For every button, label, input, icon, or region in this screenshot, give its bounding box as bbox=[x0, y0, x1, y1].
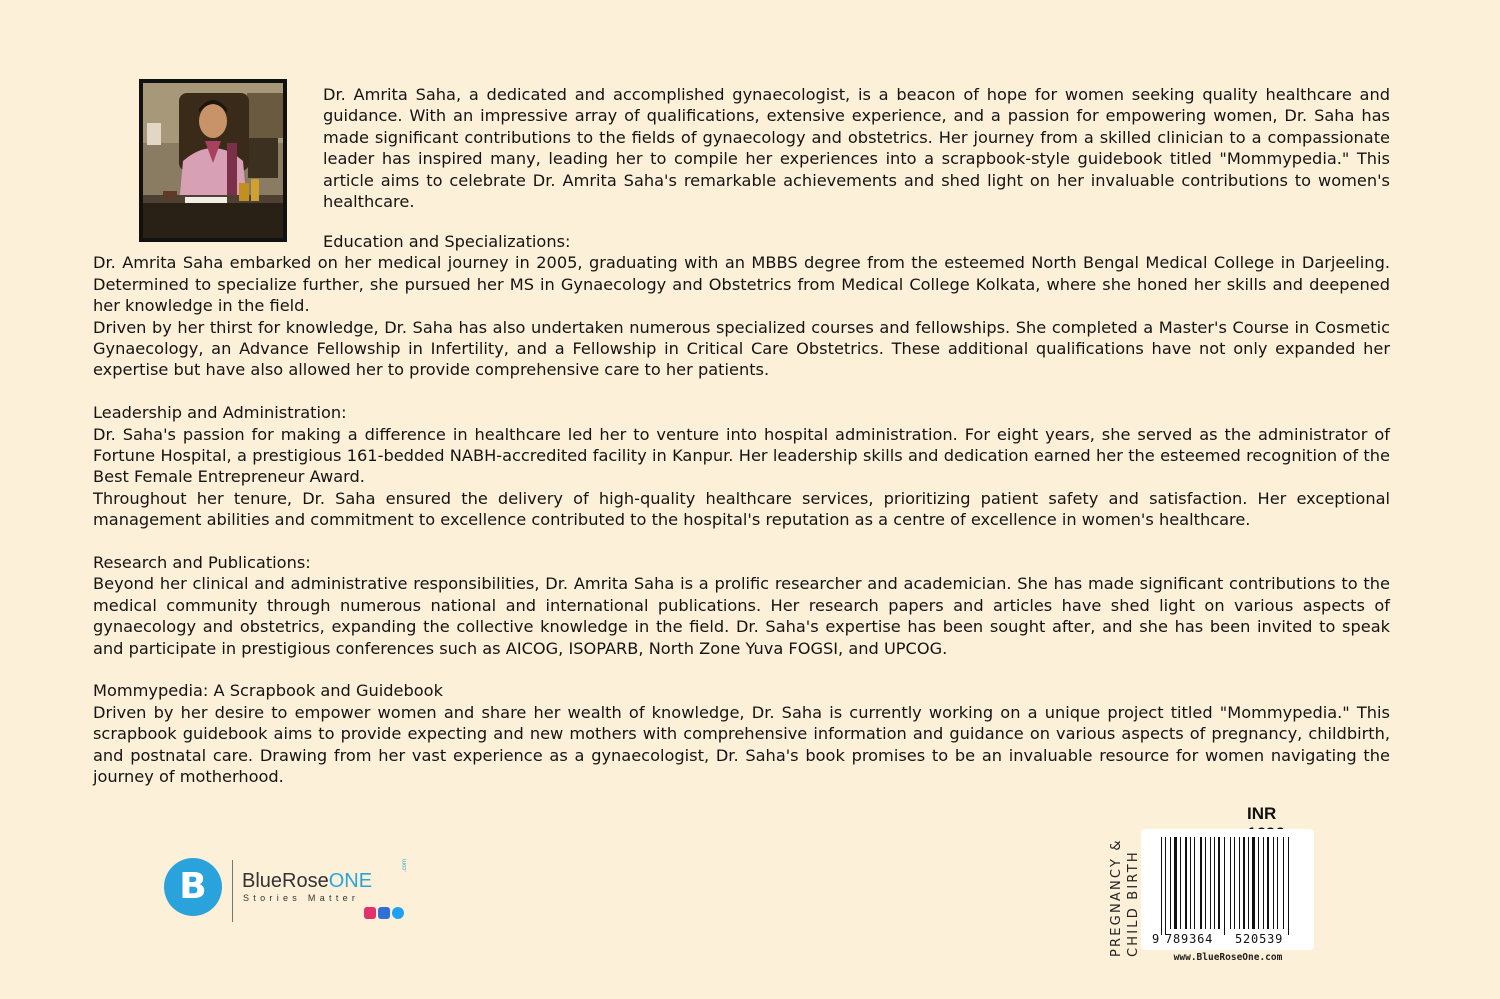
publisher-name-main: BlueRose bbox=[242, 870, 329, 892]
section-heading-leadership: Leadership and Administration: bbox=[93, 403, 347, 423]
barcode-bar bbox=[1200, 837, 1202, 929]
logo-letter: B bbox=[179, 866, 207, 907]
website-url: www.BlueRoseOne.com bbox=[1173, 952, 1283, 963]
isbn-group-2: 520539 bbox=[1235, 932, 1284, 946]
paragraph-gap bbox=[93, 531, 1390, 552]
barcode-bars bbox=[1161, 837, 1289, 935]
facebook-icon bbox=[378, 907, 390, 919]
barcode-bar bbox=[1273, 837, 1274, 929]
barcode-bar bbox=[1190, 837, 1191, 929]
publisher-name bbox=[242, 870, 372, 893]
section-heading-mommypedia: Mommypedia: A Scrapbook and Guidebook bbox=[93, 681, 443, 701]
section-heading-research: Research and Publications: bbox=[93, 553, 311, 573]
publisher-domain-suffix: .com bbox=[402, 858, 408, 872]
isbn-group-1: 789364 bbox=[1165, 932, 1214, 946]
barcode-bar bbox=[1252, 837, 1255, 929]
barcode-bar bbox=[1194, 837, 1195, 929]
barcode-bar bbox=[1210, 837, 1211, 929]
paragraph-gap bbox=[93, 381, 1390, 402]
publisher-name-accent: ONE bbox=[328, 870, 373, 892]
isbn-lead-digit: 9 bbox=[1152, 932, 1160, 946]
research-paragraph-1: Beyond her clinical and administrative responsibilities, Dr. Amrita Saha is a prolific researcher and academician. She has made significant contributions to the medical community through numerous national and international publications. Her research papers and articles have shed light on various aspects of gynaecology and obstetrics, expanding the collective knowledge in the field. Dr. Saha's expertise has been sought after, and she has been invited to speak and participate in prestigious conferences such as AICOG, ISOPARB, North Zone Yuva FOGSI, and UPCOG. bbox=[93, 574, 1390, 658]
social-icons bbox=[364, 907, 404, 919]
education-paragraph-1: Dr. Amrita Saha embarked on her medical journey in 2005, graduating with an MBBS degree from the esteemed North Bengal Medical College in Darjeeling. Determined to specialize further, she pursued her MS in Gynaecology and Obstetrics from Medical College Kolkata, where she honed her skills and deepened her knowledge in the field. bbox=[93, 253, 1390, 316]
barcode-bar bbox=[1174, 837, 1177, 929]
barcode-bar bbox=[1218, 837, 1220, 929]
barcode-bar bbox=[1214, 837, 1215, 929]
barcode-bar bbox=[1205, 837, 1206, 929]
leadership-paragraph-1: Dr. Saha's passion for making a difference in healthcare led her to venture into hospital administration. For eight years, she served as the administrator of Fortune Hospital, a prestigious 161-bedded NABH-accredited facility in Kanpur. Her leadership skills and dedication earned her the esteemed recognition of the Best Female Entrepreneur Award. bbox=[93, 424, 1390, 487]
barcode-bar bbox=[1277, 837, 1278, 929]
barcode-bar bbox=[1165, 837, 1166, 935]
price-label: INR bbox=[1247, 804, 1277, 823]
barcode-bar bbox=[1283, 837, 1284, 929]
author-photo-image bbox=[143, 83, 283, 238]
barcode-bar bbox=[1185, 837, 1187, 929]
leadership-paragraph-2: Throughout her tenure, Dr. Saha ensured the delivery of high-quality healthcare services, prioritizing patient safety and satisfaction. Her exceptional management abilities and commitment to excellence contributed to the hospital's reputation as a centre of excellence in women's healthcare. bbox=[93, 488, 1390, 530]
category-label bbox=[1108, 838, 1142, 957]
intro-paragraph: Dr. Amrita Saha, a dedicated and accomplished gynaecologist, is a beacon of hope for women seeking quality healthcare and guidance. With an impressive array of qualifications, extensive experience, and a passion for empowering women, Dr. Saha has made significant contributions to the fields of gynaecology and obstetrics. Her journey from a skilled clinician to a compassionate leader has inspired many, leading her to compile her experiences into a scrapbook-style guidebook titled "Mommypedia." This article aims to celebrate Dr. Amrita Saha's remarkable achievements and shed light on her invaluable contributions to women's healthcare. bbox=[323, 85, 1390, 212]
article-body bbox=[93, 231, 1390, 788]
barcode-bar bbox=[1288, 837, 1289, 935]
barcode-bar bbox=[1258, 837, 1259, 929]
barcode-bar bbox=[1234, 837, 1235, 929]
barcode-bar bbox=[1267, 837, 1269, 929]
barcode-bar bbox=[1180, 837, 1181, 929]
barcode-bar bbox=[1161, 837, 1162, 935]
category-line-2: CHILD BIRTH bbox=[1126, 850, 1141, 957]
logo-divider bbox=[232, 860, 233, 922]
education-paragraph-2: Driven by her thirst for knowledge, Dr. Saha has also undertaken numerous specialized courses and fellowships. She completed a Master's Course in Cosmetic Gynaecology, an Advance Fellowship in Infertility, and a Fellowship in Critical Care Obstetrics. These additional qualifications have not only expanded her expertise but have also allowed her to provide comprehensive care to her patients. bbox=[93, 317, 1390, 380]
mommypedia-paragraph-1: Driven by her desire to empower women and share her wealth of knowledge, Dr. Saha is currently working on a unique project titled "Mommypedia." This scrapbook guidebook aims to provide expecting and new mothers with comprehensive information and guidance on various aspects of pregnancy, childbirth, and postnatal care. Drawing from her vast experience as a gynaecologist, Dr. Saha's book promises to be an invaluable resource for women navigating the journey of motherhood. bbox=[93, 702, 1390, 787]
barcode-bar bbox=[1230, 837, 1231, 929]
author-photo bbox=[139, 79, 287, 242]
paragraph-gap bbox=[93, 659, 1390, 680]
publisher-tagline: Stories Matter bbox=[243, 893, 360, 903]
bluerose-logo-icon bbox=[164, 858, 222, 916]
barcode-bar bbox=[1224, 837, 1225, 935]
instagram-icon bbox=[364, 907, 376, 919]
twitter-icon bbox=[392, 907, 404, 919]
isbn-barcode bbox=[1141, 829, 1314, 950]
category-line-1: PREGNANCY & bbox=[1109, 838, 1124, 957]
barcode-bar bbox=[1170, 837, 1171, 929]
barcode-bar bbox=[1243, 837, 1245, 929]
publisher-logo bbox=[164, 856, 424, 926]
barcode-bar bbox=[1239, 837, 1240, 929]
barcode-bar bbox=[1248, 837, 1249, 929]
section-heading-education: Education and Specializations: bbox=[323, 232, 571, 251]
barcode-bar bbox=[1263, 837, 1264, 929]
barcode-image bbox=[1141, 829, 1314, 950]
